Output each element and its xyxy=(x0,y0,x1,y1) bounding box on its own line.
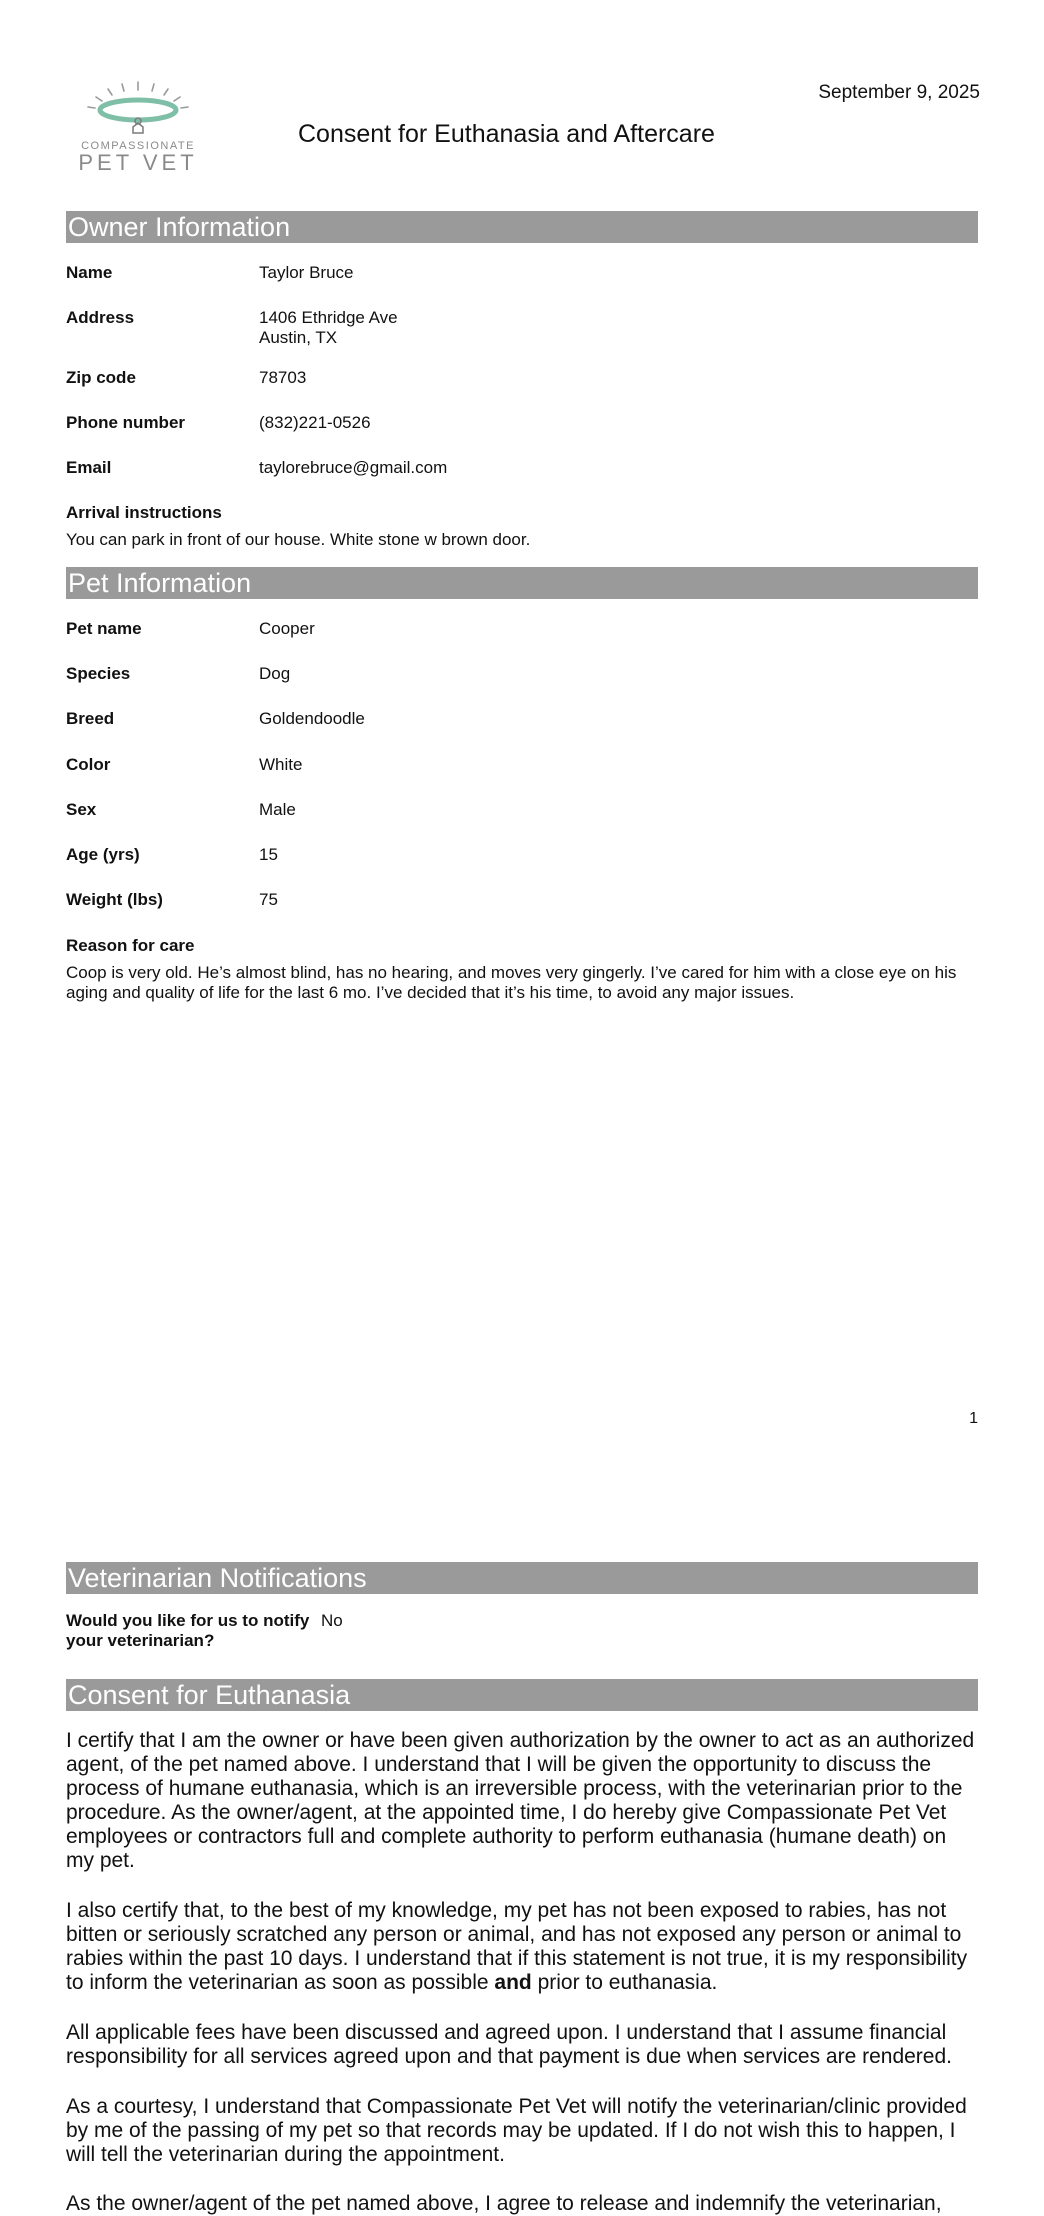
pet-sex-label: Sex xyxy=(66,800,97,819)
pet-breed-label: Breed xyxy=(66,709,115,728)
notify-veterinarian-label: Would you like for us to notify your veterinarian? xyxy=(66,1611,310,1650)
rabies-text-end: prior to euthanasia. xyxy=(531,1971,718,1994)
owner-name-value: Taylor Bruce xyxy=(259,263,354,282)
document-title: Consent for Euthanasia and Aftercare xyxy=(298,120,715,148)
pet-weight-value: 75 xyxy=(259,890,278,909)
notify-veterinarian-value: No xyxy=(321,1611,343,1630)
owner-email-value: taylorebruce@gmail.com xyxy=(259,458,448,477)
pet-name-label: Pet name xyxy=(66,619,142,638)
reason-for-care-label: Reason for care xyxy=(66,936,195,955)
pet-information-heading: Pet Information xyxy=(66,567,978,599)
owner-address-label: Address xyxy=(66,308,135,327)
consent-paragraph-rabies xyxy=(66,1899,978,1995)
rabies-text-emphasis: and xyxy=(494,1971,532,1994)
pet-name-value: Cooper xyxy=(259,619,315,638)
arrival-instructions-label: Arrival instructions xyxy=(66,503,222,522)
consent-euthanasia-heading: Consent for Euthanasia xyxy=(66,1679,978,1711)
pet-species-label: Species xyxy=(66,664,131,683)
pet-collar-logo-icon xyxy=(78,80,198,136)
consent-paragraph-release: As the owner/agent of the pet named above, I agree to release and indemnify the veterinarian, xyxy=(66,2192,942,2215)
owner-email-label: Email xyxy=(66,458,112,477)
pet-weight-label: Weight (lbs) xyxy=(66,890,163,909)
owner-zip-label: Zip code xyxy=(66,368,136,387)
pet-species-value: Dog xyxy=(259,664,291,683)
consent-paragraph-notification: As a courtesy, I understand that Compassionate Pet Vet will notify the veterinarian/clinic provided by me of the passing of my pet so that records may be updated. If I do not wish this to happen, I will tell the veterinarian during the appointment. xyxy=(66,2095,967,2166)
logo-text-small: COMPASSIONATE xyxy=(81,140,195,152)
pet-sex-value: Male xyxy=(259,800,296,819)
consent-paragraph-fees: All applicable fees have been discussed and agreed upon. I understand that I assume financial responsibility for all services agreed upon and that payment is due when services are rendered. xyxy=(66,2021,952,2068)
owner-information-heading: Owner Information xyxy=(66,211,978,243)
consent-paragraph-authorization: I certify that I am the owner or have been given authorization by the owner to act as an authorized agent, of the pet named above. I understand that I will be given the opportunity to discuss the process of humane euthanasia, which is an irreversible process, with the veterinarian prior to the procedure. As the owner/agent, at the appointed time, I do hereby give Compassionate Pet Vet employees or contractors full and complete authority to perform euthanasia (humane death) on my pet. xyxy=(66,1729,975,1872)
owner-name-label: Name xyxy=(66,263,113,282)
pet-age-label: Age (yrs) xyxy=(66,845,140,864)
pet-breed-value: Goldendoodle xyxy=(259,709,365,728)
logo-text-large: PET VET xyxy=(78,150,198,175)
owner-phone-label: Phone number xyxy=(66,413,186,432)
owner-address-line1: 1406 Ethridge Ave xyxy=(259,308,398,327)
company-logo xyxy=(78,80,198,184)
arrival-instructions-text: You can park in front of our house. White stone w brown door. xyxy=(66,530,531,549)
owner-address-line2: Austin, TX xyxy=(259,328,338,347)
rabies-text-start: I also certify that, to the best of my knowledge, my pet has not been exposed to rabies, has not bitten or seriously scratched any person or animal, and has not exposed any person or animal to rabies within the past 10 days. I understand that if this statement is not true, it is my responsibility to inform the veterinarian as soon as possible xyxy=(66,1899,968,1994)
owner-zip-value: 78703 xyxy=(259,368,307,387)
veterinarian-notifications-heading: Veterinarian Notifications xyxy=(66,1562,978,1594)
pet-age-value: 15 xyxy=(259,845,278,864)
pet-color-label: Color xyxy=(66,755,111,774)
reason-for-care-text: Coop is very old. He’s almost blind, has no hearing, and moves very gingerly. I’ve cared for him with a close eye on his aging and quality of life for the last 6 mo. I’ve decided that it’s his time, to avoid any major issues. xyxy=(66,963,957,1002)
pet-color-value: White xyxy=(259,755,303,774)
page-number: 1 xyxy=(969,1410,978,1427)
owner-phone-value: (832)221-0526 xyxy=(259,413,371,432)
document-date: September 9, 2025 xyxy=(818,82,980,103)
